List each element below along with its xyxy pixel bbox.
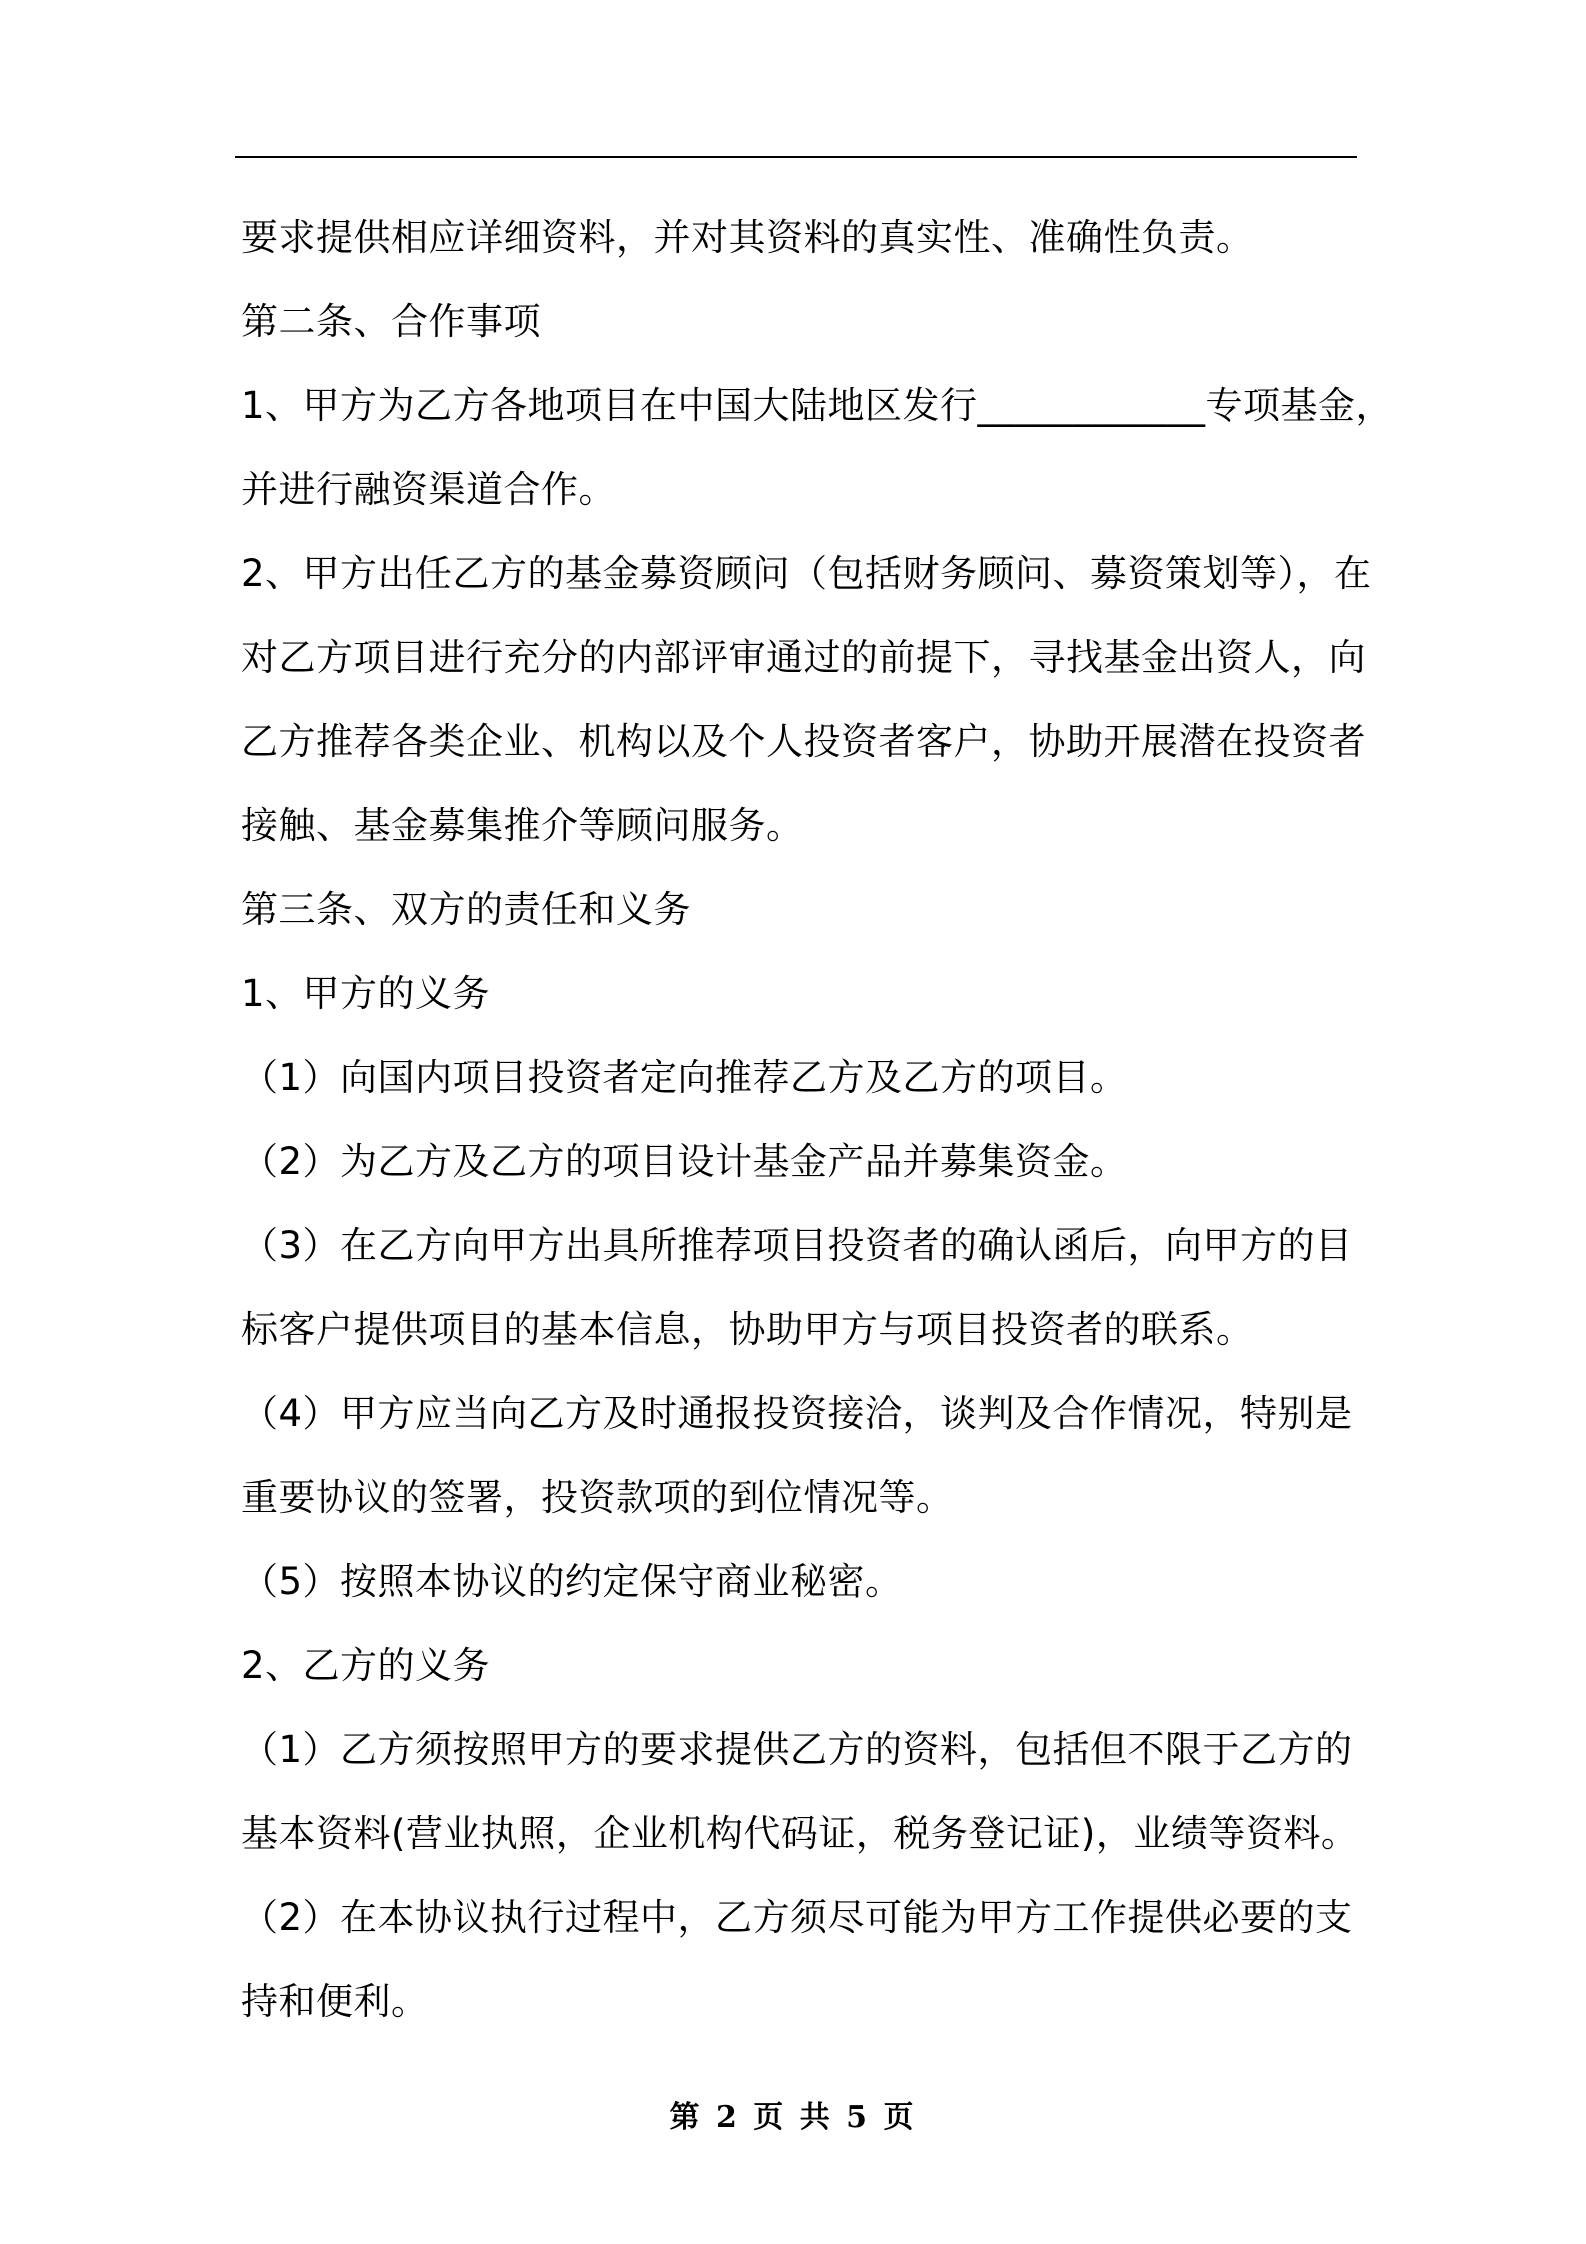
section-heading: 第二条、合作事项 bbox=[241, 300, 541, 343]
list-item: （4）甲方应当向乙方及时通报投资接洽，谈判及合作情况，特别是 bbox=[241, 1392, 1353, 1435]
section-heading: 第三条、双方的责任和义务 bbox=[241, 888, 691, 931]
page-number: 第 2 页 共 5 页 bbox=[669, 2100, 917, 2135]
subsection-heading: 2、乙方的义务 bbox=[241, 1644, 491, 1687]
list-item: （3）在乙方向甲方出具所推荐项目投资者的确认函后，向甲方的目 bbox=[241, 1224, 1353, 1267]
text-line: 2、甲方出任乙方的基金募资顾问（包括财务顾问、募资策划等），在 bbox=[241, 552, 1372, 595]
subsection-heading: 1、甲方的义务 bbox=[241, 972, 491, 1015]
text-line: 基本资料(营业执照，企业机构代码证，税务登记证)，业绩等资料。 bbox=[241, 1812, 1359, 1855]
text-line: 重要协议的签署，投资款项的到位情况等。 bbox=[241, 1476, 954, 1519]
text-line: 对乙方项目进行充分的内部评审通过的前提下，寻找基金出资人，向 bbox=[241, 636, 1366, 679]
text-line: 持和便利。 bbox=[241, 1980, 429, 2023]
list-item: （5）按照本协议的约定保守商业秘密。 bbox=[241, 1560, 903, 1603]
text-line: 标客户提供项目的基本信息，协助甲方与项目投资者的联系。 bbox=[241, 1308, 1254, 1351]
text-line: 乙方推荐各类企业、机构以及个人投资者客户，协助开展潜在投资者 bbox=[241, 720, 1366, 763]
text-line: 要求提供相应详细资料，并对其资料的真实性、准确性负责。 bbox=[241, 216, 1254, 259]
list-item: （2）在本协议执行过程中，乙方须尽可能为甲方工作提供必要的支 bbox=[241, 1896, 1353, 1939]
list-item: （2）为乙方及乙方的项目设计基金产品并募集资金。 bbox=[241, 1140, 1128, 1183]
text-line: 1、甲方为乙方各地项目在中国大陆地区发行____________专项基金， bbox=[241, 384, 1394, 427]
text-line: 并进行融资渠道合作。 bbox=[241, 468, 616, 511]
text-line: 接触、基金募集推介等顾问服务。 bbox=[241, 804, 804, 847]
document-body bbox=[241, 196, 1394, 2044]
header-rule bbox=[235, 156, 1357, 158]
list-item: （1）向国内项目投资者定向推荐乙方及乙方的项目。 bbox=[241, 1056, 1128, 1099]
list-item: （1）乙方须按照甲方的要求提供乙方的资料，包括但不限于乙方的 bbox=[241, 1728, 1353, 1771]
